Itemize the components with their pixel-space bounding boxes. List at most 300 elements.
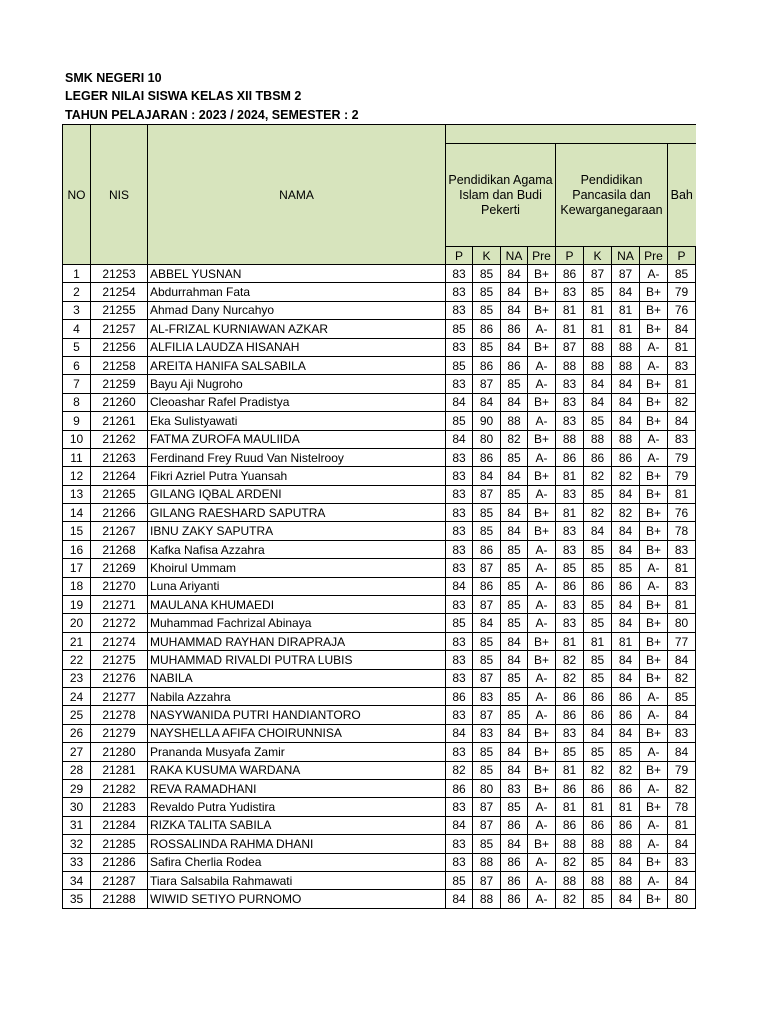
agama-p: 83 bbox=[446, 743, 473, 761]
table-row bbox=[63, 265, 696, 283]
student-name: GILANG IQBAL ARDENI bbox=[148, 485, 446, 503]
agama-na: 85 bbox=[501, 559, 528, 577]
agama-k: 90 bbox=[473, 412, 501, 430]
pkn-p: 86 bbox=[556, 706, 584, 724]
agama-p: 83 bbox=[446, 485, 473, 503]
pkn-na: 85 bbox=[612, 559, 640, 577]
table-row bbox=[63, 779, 696, 797]
agama-pre: B+ bbox=[528, 724, 556, 742]
agama-na: 85 bbox=[501, 448, 528, 466]
pkn-na: 88 bbox=[612, 338, 640, 356]
student-name: FATMA ZUROFA MAULIIDA bbox=[148, 430, 446, 448]
agama-na: 86 bbox=[501, 356, 528, 374]
pkn-na: 84 bbox=[612, 485, 640, 503]
pkn-p: 85 bbox=[556, 743, 584, 761]
agama-k: 83 bbox=[473, 687, 501, 705]
pkn-k: 85 bbox=[584, 853, 612, 871]
header-subject-band bbox=[446, 125, 696, 144]
grade-ledger bbox=[62, 124, 696, 909]
agama-na: 86 bbox=[501, 871, 528, 889]
agama-pre: B+ bbox=[528, 467, 556, 485]
row-no: 4 bbox=[63, 320, 91, 338]
table-row bbox=[63, 356, 696, 374]
pkn-pre: B+ bbox=[640, 724, 668, 742]
row-no: 19 bbox=[63, 596, 91, 614]
pkn-k: 85 bbox=[584, 651, 612, 669]
agama-na: 84 bbox=[501, 265, 528, 283]
pkn-pre: B+ bbox=[640, 614, 668, 632]
bahasa-p: 78 bbox=[668, 798, 696, 816]
student-name: Revaldo Putra Yudistira bbox=[148, 798, 446, 816]
row-nis: 21256 bbox=[91, 338, 148, 356]
document-header bbox=[65, 69, 359, 124]
row-nis: 21269 bbox=[91, 559, 148, 577]
agama-k: 87 bbox=[473, 485, 501, 503]
agama-na: 86 bbox=[501, 890, 528, 908]
agama-k: 85 bbox=[473, 283, 501, 301]
agama-pre: B+ bbox=[528, 338, 556, 356]
student-name: REVA RAMADHANI bbox=[148, 779, 446, 797]
agama-k: 87 bbox=[473, 816, 501, 834]
table-row bbox=[63, 835, 696, 853]
table-row bbox=[63, 393, 696, 411]
agama-k: 86 bbox=[473, 320, 501, 338]
student-name: IBNU ZAKY SAPUTRA bbox=[148, 522, 446, 540]
agama-k: 87 bbox=[473, 798, 501, 816]
row-no: 14 bbox=[63, 504, 91, 522]
row-nis: 21288 bbox=[91, 890, 148, 908]
agama-pre: A- bbox=[528, 577, 556, 595]
agama-p: 85 bbox=[446, 871, 473, 889]
bahasa-p: 84 bbox=[668, 835, 696, 853]
agama-p: 85 bbox=[446, 356, 473, 374]
student-name: Muhammad Fachrizal Abinaya bbox=[148, 614, 446, 632]
agama-k: 87 bbox=[473, 871, 501, 889]
pkn-na: 82 bbox=[612, 761, 640, 779]
agama-pre: B+ bbox=[528, 265, 556, 283]
pkn-p: 88 bbox=[556, 430, 584, 448]
row-no: 2 bbox=[63, 283, 91, 301]
table-row bbox=[63, 577, 696, 595]
row-no: 27 bbox=[63, 743, 91, 761]
row-no: 12 bbox=[63, 467, 91, 485]
student-name: Luna Ariyanti bbox=[148, 577, 446, 595]
pkn-na: 84 bbox=[612, 651, 640, 669]
pkn-na: 84 bbox=[612, 393, 640, 411]
subheader-k: K bbox=[584, 247, 612, 265]
agama-pre: A- bbox=[528, 448, 556, 466]
bahasa-p: 83 bbox=[668, 356, 696, 374]
agama-na: 84 bbox=[501, 301, 528, 319]
row-nis: 21264 bbox=[91, 467, 148, 485]
pkn-na: 81 bbox=[612, 320, 640, 338]
table-row bbox=[63, 706, 696, 724]
bahasa-p: 83 bbox=[668, 540, 696, 558]
pkn-pre: B+ bbox=[640, 375, 668, 393]
row-nis: 21283 bbox=[91, 798, 148, 816]
student-name: Eka Sulistyawati bbox=[148, 412, 446, 430]
row-no: 28 bbox=[63, 761, 91, 779]
agama-pre: A- bbox=[528, 669, 556, 687]
pkn-p: 83 bbox=[556, 393, 584, 411]
pkn-pre: A- bbox=[640, 430, 668, 448]
pkn-p: 83 bbox=[556, 283, 584, 301]
pkn-pre: A- bbox=[640, 743, 668, 761]
pkn-na: 84 bbox=[612, 522, 640, 540]
agama-p: 84 bbox=[446, 430, 473, 448]
bahasa-p: 85 bbox=[668, 265, 696, 283]
pkn-k: 81 bbox=[584, 632, 612, 650]
agama-p: 84 bbox=[446, 577, 473, 595]
student-name: Ahmad Dany Nurcahyo bbox=[148, 301, 446, 319]
pkn-na: 84 bbox=[612, 375, 640, 393]
row-no: 16 bbox=[63, 540, 91, 558]
table-row bbox=[63, 651, 696, 669]
pkn-pre: A- bbox=[640, 356, 668, 374]
row-nis: 21268 bbox=[91, 540, 148, 558]
student-name: Safira Cherlia Rodea bbox=[148, 853, 446, 871]
row-no: 32 bbox=[63, 835, 91, 853]
row-nis: 21278 bbox=[91, 706, 148, 724]
row-nis: 21258 bbox=[91, 356, 148, 374]
row-nis: 21272 bbox=[91, 614, 148, 632]
subheader-p: P bbox=[668, 247, 696, 265]
row-nis: 21287 bbox=[91, 871, 148, 889]
bahasa-p: 80 bbox=[668, 614, 696, 632]
pkn-p: 85 bbox=[556, 559, 584, 577]
pkn-k: 85 bbox=[584, 283, 612, 301]
row-nis: 21274 bbox=[91, 632, 148, 650]
pkn-k: 85 bbox=[584, 890, 612, 908]
pkn-k: 86 bbox=[584, 577, 612, 595]
agama-pre: A- bbox=[528, 614, 556, 632]
bahasa-p: 78 bbox=[668, 522, 696, 540]
pkn-pre: B+ bbox=[640, 761, 668, 779]
agama-pre: A- bbox=[528, 871, 556, 889]
subheader-na: NA bbox=[612, 247, 640, 265]
agama-na: 84 bbox=[501, 724, 528, 742]
table-row bbox=[63, 338, 696, 356]
row-nis: 21262 bbox=[91, 430, 148, 448]
agama-k: 87 bbox=[473, 596, 501, 614]
pkn-p: 81 bbox=[556, 798, 584, 816]
pkn-k: 85 bbox=[584, 669, 612, 687]
bahasa-p: 81 bbox=[668, 485, 696, 503]
row-no: 6 bbox=[63, 356, 91, 374]
agama-na: 86 bbox=[501, 853, 528, 871]
student-name: AREITA HANIFA SALSABILA bbox=[148, 356, 446, 374]
agama-pre: B+ bbox=[528, 761, 556, 779]
header-no: NO bbox=[63, 125, 91, 265]
pkn-k: 85 bbox=[584, 614, 612, 632]
pkn-pre: B+ bbox=[640, 669, 668, 687]
pkn-p: 83 bbox=[556, 540, 584, 558]
document-title: LEGER NILAI SISWA KELAS XII TBSM 2 bbox=[65, 89, 302, 104]
pkn-p: 83 bbox=[556, 614, 584, 632]
row-nis: 21281 bbox=[91, 761, 148, 779]
agama-k: 86 bbox=[473, 540, 501, 558]
table-row bbox=[63, 632, 696, 650]
pkn-p: 86 bbox=[556, 779, 584, 797]
row-nis: 21276 bbox=[91, 669, 148, 687]
row-nis: 21279 bbox=[91, 724, 148, 742]
pkn-na: 86 bbox=[612, 577, 640, 595]
agama-p: 83 bbox=[446, 632, 473, 650]
row-no: 8 bbox=[63, 393, 91, 411]
agama-na: 85 bbox=[501, 596, 528, 614]
row-no: 34 bbox=[63, 871, 91, 889]
student-name: WIWID SETIYO PURNOMO bbox=[148, 890, 446, 908]
student-name: MUHAMMAD RIVALDI PUTRA LUBIS bbox=[148, 651, 446, 669]
row-nis: 21282 bbox=[91, 779, 148, 797]
agama-na: 84 bbox=[501, 835, 528, 853]
bahasa-p: 83 bbox=[668, 430, 696, 448]
pkn-na: 86 bbox=[612, 816, 640, 834]
pkn-p: 88 bbox=[556, 835, 584, 853]
pkn-na: 84 bbox=[612, 596, 640, 614]
pkn-na: 84 bbox=[612, 540, 640, 558]
row-no: 17 bbox=[63, 559, 91, 577]
pkn-p: 81 bbox=[556, 504, 584, 522]
student-name: AL-FRIZAL KURNIAWAN AZKAR bbox=[148, 320, 446, 338]
agama-p: 83 bbox=[446, 448, 473, 466]
pkn-k: 86 bbox=[584, 779, 612, 797]
pkn-pre: A- bbox=[640, 448, 668, 466]
table-row bbox=[63, 816, 696, 834]
pkn-na: 88 bbox=[612, 871, 640, 889]
student-name: Khoirul Ummam bbox=[148, 559, 446, 577]
pkn-k: 84 bbox=[584, 393, 612, 411]
pkn-na: 88 bbox=[612, 356, 640, 374]
row-nis: 21284 bbox=[91, 816, 148, 834]
agama-p: 83 bbox=[446, 835, 473, 853]
row-nis: 21271 bbox=[91, 596, 148, 614]
subject-header-pkn: Pendidikan Pancasila dan Kewarganegaraan bbox=[556, 144, 668, 247]
agama-na: 86 bbox=[501, 816, 528, 834]
academic-year: TAHUN PELAJARAN : 2023 / 2024, SEMESTER : 2 bbox=[65, 107, 359, 122]
agama-k: 87 bbox=[473, 559, 501, 577]
agama-pre: B+ bbox=[528, 283, 556, 301]
pkn-pre: A- bbox=[640, 687, 668, 705]
agama-pre: B+ bbox=[528, 743, 556, 761]
agama-pre: A- bbox=[528, 485, 556, 503]
table-row bbox=[63, 724, 696, 742]
pkn-k: 84 bbox=[584, 724, 612, 742]
agama-k: 85 bbox=[473, 651, 501, 669]
row-no: 1 bbox=[63, 265, 91, 283]
agama-k: 85 bbox=[473, 761, 501, 779]
header-nama: NAMA bbox=[148, 125, 446, 265]
pkn-pre: A- bbox=[640, 577, 668, 595]
pkn-pre: B+ bbox=[640, 798, 668, 816]
agama-p: 83 bbox=[446, 265, 473, 283]
subheader-na: NA bbox=[501, 247, 528, 265]
agama-p: 83 bbox=[446, 596, 473, 614]
pkn-k: 84 bbox=[584, 375, 612, 393]
row-nis: 21254 bbox=[91, 283, 148, 301]
table-row bbox=[63, 375, 696, 393]
bahasa-p: 84 bbox=[668, 706, 696, 724]
agama-p: 83 bbox=[446, 338, 473, 356]
pkn-k: 86 bbox=[584, 687, 612, 705]
agama-p: 83 bbox=[446, 651, 473, 669]
pkn-p: 81 bbox=[556, 301, 584, 319]
row-no: 24 bbox=[63, 687, 91, 705]
agama-na: 85 bbox=[501, 669, 528, 687]
pkn-na: 84 bbox=[612, 853, 640, 871]
agama-na: 85 bbox=[501, 485, 528, 503]
agama-na: 85 bbox=[501, 798, 528, 816]
row-no: 7 bbox=[63, 375, 91, 393]
row-nis: 21277 bbox=[91, 687, 148, 705]
bahasa-p: 79 bbox=[668, 283, 696, 301]
agama-pre: A- bbox=[528, 412, 556, 430]
agama-pre: B+ bbox=[528, 651, 556, 669]
bahasa-p: 84 bbox=[668, 651, 696, 669]
subheader-k: K bbox=[473, 247, 501, 265]
agama-na: 84 bbox=[501, 743, 528, 761]
row-no: 18 bbox=[63, 577, 91, 595]
bahasa-p: 84 bbox=[668, 412, 696, 430]
pkn-p: 81 bbox=[556, 467, 584, 485]
agama-na: 84 bbox=[501, 283, 528, 301]
student-name: GILANG RAESHARD SAPUTRA bbox=[148, 504, 446, 522]
bahasa-p: 82 bbox=[668, 669, 696, 687]
row-no: 30 bbox=[63, 798, 91, 816]
pkn-na: 81 bbox=[612, 632, 640, 650]
student-name: ALFILIA LAUDZA HISANAH bbox=[148, 338, 446, 356]
table-row bbox=[63, 485, 696, 503]
agama-k: 85 bbox=[473, 504, 501, 522]
pkn-k: 81 bbox=[584, 798, 612, 816]
agama-na: 85 bbox=[501, 614, 528, 632]
row-nis: 21255 bbox=[91, 301, 148, 319]
pkn-k: 88 bbox=[584, 871, 612, 889]
agama-p: 84 bbox=[446, 393, 473, 411]
pkn-p: 83 bbox=[556, 375, 584, 393]
table-row bbox=[63, 467, 696, 485]
row-no: 26 bbox=[63, 724, 91, 742]
agama-na: 84 bbox=[501, 651, 528, 669]
table-row bbox=[63, 614, 696, 632]
agama-k: 80 bbox=[473, 430, 501, 448]
row-nis: 21265 bbox=[91, 485, 148, 503]
pkn-na: 86 bbox=[612, 448, 640, 466]
row-no: 23 bbox=[63, 669, 91, 687]
pkn-p: 81 bbox=[556, 632, 584, 650]
agama-pre: A- bbox=[528, 540, 556, 558]
table-row bbox=[63, 853, 696, 871]
bahasa-p: 83 bbox=[668, 577, 696, 595]
pkn-na: 86 bbox=[612, 706, 640, 724]
bahasa-p: 79 bbox=[668, 448, 696, 466]
pkn-p: 81 bbox=[556, 320, 584, 338]
row-no: 35 bbox=[63, 890, 91, 908]
pkn-pre: B+ bbox=[640, 632, 668, 650]
row-nis: 21270 bbox=[91, 577, 148, 595]
agama-p: 83 bbox=[446, 283, 473, 301]
agama-p: 84 bbox=[446, 890, 473, 908]
pkn-k: 82 bbox=[584, 761, 612, 779]
agama-k: 84 bbox=[473, 614, 501, 632]
student-name: Abdurrahman Fata bbox=[148, 283, 446, 301]
pkn-pre: A- bbox=[640, 816, 668, 834]
student-name: ABBEL YUSNAN bbox=[148, 265, 446, 283]
row-no: 3 bbox=[63, 301, 91, 319]
row-nis: 21280 bbox=[91, 743, 148, 761]
agama-na: 84 bbox=[501, 522, 528, 540]
agama-k: 85 bbox=[473, 301, 501, 319]
table-row bbox=[63, 283, 696, 301]
pkn-p: 83 bbox=[556, 724, 584, 742]
bahasa-p: 84 bbox=[668, 871, 696, 889]
bahasa-p: 76 bbox=[668, 301, 696, 319]
pkn-pre: A- bbox=[640, 835, 668, 853]
agama-na: 85 bbox=[501, 577, 528, 595]
student-name: Fikri Azriel Putra Yuansah bbox=[148, 467, 446, 485]
agama-pre: A- bbox=[528, 706, 556, 724]
pkn-pre: B+ bbox=[640, 540, 668, 558]
agama-pre: A- bbox=[528, 816, 556, 834]
agama-pre: A- bbox=[528, 559, 556, 577]
pkn-p: 88 bbox=[556, 871, 584, 889]
student-name: Nabila Azzahra bbox=[148, 687, 446, 705]
student-name: Kafka Nafisa Azzahra bbox=[148, 540, 446, 558]
agama-pre: A- bbox=[528, 853, 556, 871]
agama-pre: B+ bbox=[528, 632, 556, 650]
pkn-pre: A- bbox=[640, 871, 668, 889]
student-name: ROSSALINDA RAHMA DHANI bbox=[148, 835, 446, 853]
agama-pre: B+ bbox=[528, 522, 556, 540]
agama-k: 80 bbox=[473, 779, 501, 797]
pkn-k: 86 bbox=[584, 816, 612, 834]
row-nis: 21257 bbox=[91, 320, 148, 338]
pkn-p: 82 bbox=[556, 651, 584, 669]
subheader-pre: Pre bbox=[528, 247, 556, 265]
pkn-na: 86 bbox=[612, 687, 640, 705]
row-nis: 21286 bbox=[91, 853, 148, 871]
row-nis: 21266 bbox=[91, 504, 148, 522]
student-name: Tiara Salsabila Rahmawati bbox=[148, 871, 446, 889]
row-no: 21 bbox=[63, 632, 91, 650]
agama-na: 86 bbox=[501, 320, 528, 338]
pkn-k: 85 bbox=[584, 540, 612, 558]
agama-na: 84 bbox=[501, 393, 528, 411]
bahasa-p: 76 bbox=[668, 504, 696, 522]
table-row bbox=[63, 559, 696, 577]
pkn-na: 84 bbox=[612, 614, 640, 632]
pkn-p: 81 bbox=[556, 761, 584, 779]
student-name: NABILA bbox=[148, 669, 446, 687]
student-name: NAYSHELLA AFIFA CHOIRUNNISA bbox=[148, 724, 446, 742]
agama-pre: B+ bbox=[528, 504, 556, 522]
pkn-k: 84 bbox=[584, 522, 612, 540]
row-no: 25 bbox=[63, 706, 91, 724]
agama-k: 87 bbox=[473, 706, 501, 724]
agama-p: 85 bbox=[446, 412, 473, 430]
table-row bbox=[63, 448, 696, 466]
table-row bbox=[63, 687, 696, 705]
pkn-k: 85 bbox=[584, 559, 612, 577]
pkn-pre: A- bbox=[640, 559, 668, 577]
row-no: 22 bbox=[63, 651, 91, 669]
pkn-k: 82 bbox=[584, 467, 612, 485]
agama-p: 83 bbox=[446, 301, 473, 319]
pkn-pre: A- bbox=[640, 338, 668, 356]
row-nis: 21260 bbox=[91, 393, 148, 411]
table-row bbox=[63, 669, 696, 687]
student-name: Prananda Musyafa Zamir bbox=[148, 743, 446, 761]
